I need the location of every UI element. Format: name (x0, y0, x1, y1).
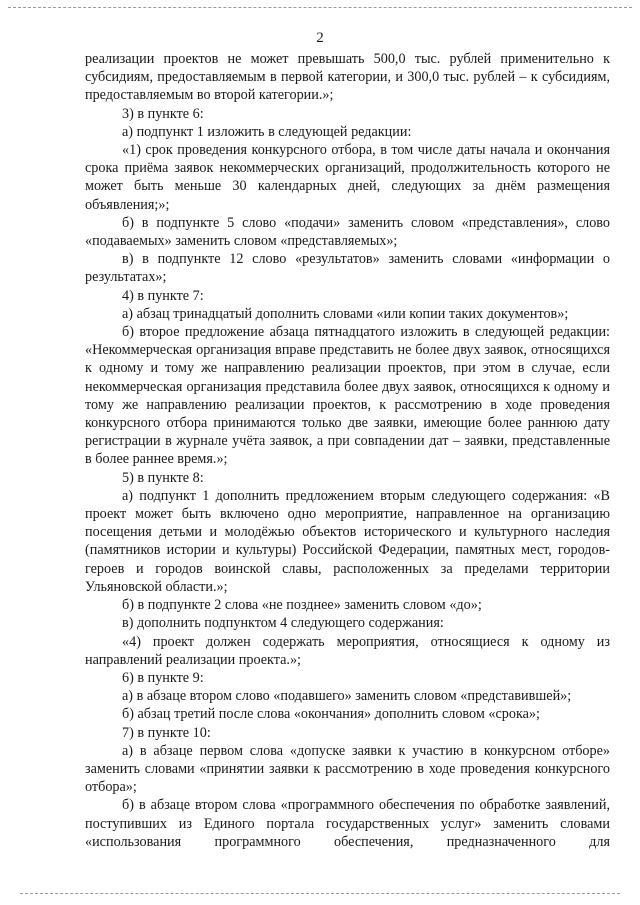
paragraph: 7) в пункте 10: (122, 724, 211, 741)
paragraph: реализации проектов не может превышать 500,0 тыс. рублей применительно к субсидиям, предоставляемым в первой категории, и 300,0 тыс. рублей – к субсидиям, предоставляемым во второй категории.»; (85, 51, 610, 104)
scan-bottom-edge (20, 893, 620, 894)
paragraph: в) дополнить подпунктом 4 следующего содержания: (122, 615, 444, 632)
paragraph: а) в абзаце втором слово «подавшего» заменить словом «представившей»; (122, 688, 572, 705)
paragraph: а) в абзаце первом слова «допуске заявки к участию в конкурсном отборе» заменить словами «принятии заявки к рассмотрению в ходе проведения конкурсного отбора»; (85, 742, 610, 796)
paragraph: 5) в пункте 8: (122, 469, 204, 486)
page-number: 2 (316, 30, 324, 46)
paragraph: а) подпункт 1 изложить в следующей редакции: (122, 123, 412, 140)
paragraph: б) в подпункте 5 слово «подачи» заменить словом «представления», слово «подаваемых» заменить словом «представляемых»; (85, 214, 610, 250)
scan-top-edge (8, 7, 632, 8)
paragraph: а) абзац тринадцатый дополнить словами «или копии таких документов»; (122, 305, 569, 322)
paragraph: б) второе предложение абзаца пятнадцатого изложить в следующей редакции: «Некоммерческая организация вправе представить не более двух заявок, относящихся к одному и тому же направлению реализации проектов, при этом в случае, если некоммерческая организация представила более двух заявок, относящихся к одному и тому же направлению реализации проектов, к рассмотрению в ходе проведения конкурсного отбора принимаются только две заявки, имеющие более раннюю дату регистрации в журнале учёта заявок, а при совпадении дат – заявки, представленные в более раннее время.»; (85, 324, 610, 468)
paragraph: а) подпункт 1 дополнить предложением вторым следующего содержания: «В проект может быть включено одно мероприятие, направленное на организацию посещения детьми и молодёжью объектов исторического и культурного наследия (памятников истории и культуры) Российской Федерации, памятных мест, городов-героев и городов воинской славы, расположенных за пределами территории Ульяновской области.»; (85, 487, 610, 595)
paragraph: в) в подпункте 12 слово «результатов» заменить словами «информации о результатах»; (85, 251, 610, 286)
paragraph: «4) проект должен содержать мероприятия, относящиеся к одному из направлений реализации проекта.»; (85, 633, 610, 668)
paragraph: б) в абзаце втором слова «программного обеспечения по обработке заявлений, поступивших из Единого портала государственных услуг» заменить словами «использования программного обеспечения, предназначенного для (85, 797, 610, 850)
paragraph: 4) в пункте 7: (122, 287, 204, 304)
document-body (85, 50, 610, 851)
paragraph: 3) в пункте 6: (122, 105, 204, 122)
paragraph: 6) в пункте 9: (122, 669, 204, 686)
paragraph: «1) срок проведения конкурсного отбора, в том числе даты начала и окончания срока приёма заявок некоммерческих организаций, продолжительность которого не может быть меньше 30 календарных дней, следующих за днём размещения объявления;»; (85, 142, 610, 213)
paragraph: б) абзац третий после слова «окончания» дополнить словом «срока»; (122, 706, 540, 723)
paragraph: б) в подпункте 2 слова «не позднее» заменить словом «до»; (122, 597, 482, 614)
